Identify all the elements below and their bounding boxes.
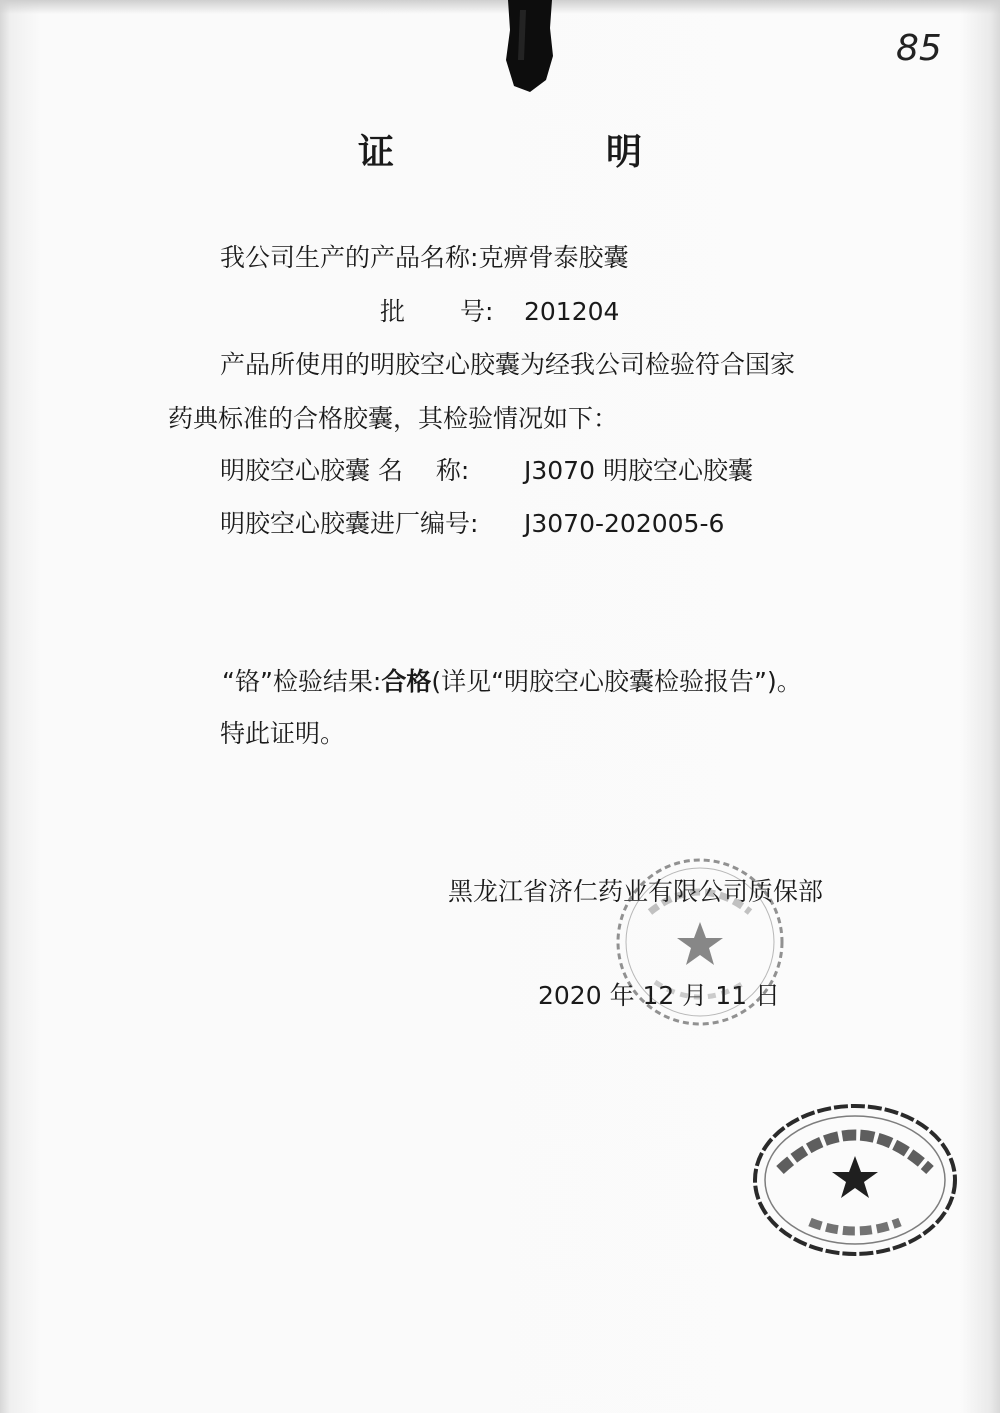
result-note: (详见“明胶空心胶囊检验报告”)。 <box>431 667 802 696</box>
result-label: “铬”检验结果: <box>222 667 382 696</box>
batch-label-2: 号: <box>460 297 494 326</box>
paragraph-line-2: 药典标准的合格胶囊，其检验情况如下： <box>168 404 619 433</box>
product-value: 克痹骨泰胶囊 <box>478 243 629 272</box>
batch-line <box>380 296 619 328</box>
capsule-lot-line <box>220 508 724 540</box>
page-title: 证 明 <box>357 132 730 173</box>
capsule-name-line <box>220 455 753 487</box>
capsule-name-value: J3070 明胶空心胶囊 <box>524 456 753 485</box>
product-line <box>220 242 628 274</box>
result-line <box>222 666 802 698</box>
receiver-seal-icon <box>750 1100 960 1260</box>
result-value: 合格 <box>381 667 432 696</box>
scan-shadow <box>0 0 1000 14</box>
date-line: 2020 年 12 月 11 日 <box>538 981 780 1010</box>
batch-value: 201204 <box>524 297 620 326</box>
tape-mark-icon <box>506 0 554 92</box>
capsule-lot-value: J3070-202005-6 <box>524 509 725 538</box>
closing-line: 特此证明。 <box>220 719 346 748</box>
issuer-seal-icon <box>610 852 790 1032</box>
capsule-name-label: 明胶空心胶囊 名 称: <box>220 456 470 485</box>
paragraph-line-1: 产品所使用的明胶空心胶囊为经我公司检验符合国家 <box>220 350 796 379</box>
issuer-line: 黑龙江省济仁药业有限公司质保部 <box>448 877 824 906</box>
batch-label-1: 批 <box>380 297 406 326</box>
product-label: 我公司生产的产品名称: <box>220 243 479 272</box>
page-number: 85 <box>896 28 942 69</box>
capsule-lot-label: 明胶空心胶囊进厂编号: <box>220 509 479 538</box>
